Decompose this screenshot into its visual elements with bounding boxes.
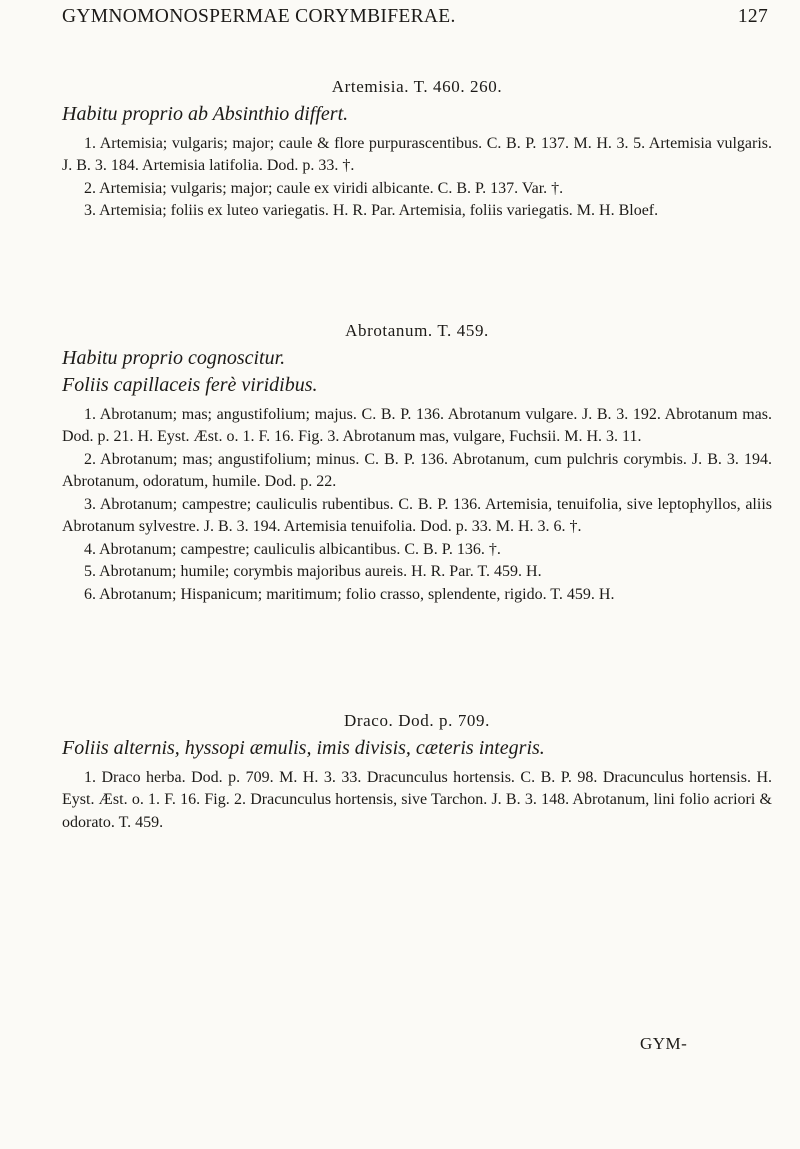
genus-heading: Draco. Dod. p. 709. xyxy=(344,711,490,730)
diagnosis: Foliis capillaceis ferè viridibus. xyxy=(62,373,318,396)
species-entry: 3. Abrotanum; campestre; cauliculis rubentibus. C. B. P. 136. Artemisia, tenuifolia, sive leptophyllos, aliis Abrotanum sylvestre. J. B. 3. 194. Artemisia tenuifolia. Dod. p. 33. M. H. 3. 6. †. xyxy=(62,495,772,535)
section-artemisia xyxy=(62,76,772,223)
species-entry: 5. Abrotanum; humile; corymbis majoribus aureis. H. R. Par. T. 459. H. xyxy=(84,563,542,580)
species-entry: 3. Artemisia; foliis ex luteo variegatis. H. R. Par. Artemisia, foliis variegatis. M. H. Bloef. xyxy=(84,202,659,219)
species-entry: 2. Abrotanum; mas; angustifolium; minus. C. B. P. 136. Abrotanum, cum pulchris corymbis. J. B. 3. 194. Abrotanum, odoratum, humile. Dod. p. 22. xyxy=(62,450,772,490)
species-entry: 6. Abrotanum; Hispanicum; maritimum; folio crasso, splendente, rigido. T. 459. H. xyxy=(84,585,615,603)
section-abrotanum xyxy=(62,320,772,606)
species-entry: 1. Artemisia; vulgaris; major; caule & flore purpurascentibus. C. B. P. 137. M. H. 3. 5. Artemisia vulgaris. J. B. 3. 184. Artemisia latifolia. Dod. p. 33. †. xyxy=(62,134,772,174)
section-draco xyxy=(62,710,772,834)
page-number: 127 xyxy=(737,6,768,27)
running-header xyxy=(62,6,768,28)
header-title: GYMNOMONOSPERMAE CORYMBIFERAE. xyxy=(62,6,456,27)
catchword: GYM- xyxy=(640,1034,688,1053)
species-entry: 1. Abrotanum; mas; angustifolium; majus. C. B. P. 136. Abrotanum vulgare. J. B. 3. 192. Abrotanum mas. Dod. p. 21. H. Eyst. Æst. o. 1. F. 16. Fig. 3. Abrotanum mas, vulgare, Fuchsii. M. H. 3. 11. xyxy=(62,405,772,445)
diagnosis: Habitu proprio cognoscitur. xyxy=(62,346,286,369)
species-entry: 2. Artemisia; vulgaris; major; caule ex viridi albicante. C. B. P. 137. Var. †. xyxy=(84,179,564,197)
genus-heading: Abrotanum. T. 459. xyxy=(345,321,489,340)
diagnosis: Habitu proprio ab Absinthio differt. xyxy=(62,102,349,125)
species-entry: 1. Draco herba. Dod. p. 709. M. H. 3. 33. Dracunculus hortensis. C. B. P. 98. Dracunculus hortensis. H. Eyst. Æst. o. 1. F. 16. Fig. 2. Dracunculus hortensis, sive Tarchon. J. B. 3. 148. Abrotanum, lini folio acriori & odorato. T. 459. xyxy=(62,768,772,831)
diagnosis: Foliis alternis, hyssopi æmulis, imis divisis, cæteris integris. xyxy=(62,736,545,759)
species-entry: 4. Abrotanum; campestre; cauliculis albicantibus. C. B. P. 136. †. xyxy=(84,540,501,558)
genus-heading: Artemisia. T. 460. 260. xyxy=(331,77,503,96)
